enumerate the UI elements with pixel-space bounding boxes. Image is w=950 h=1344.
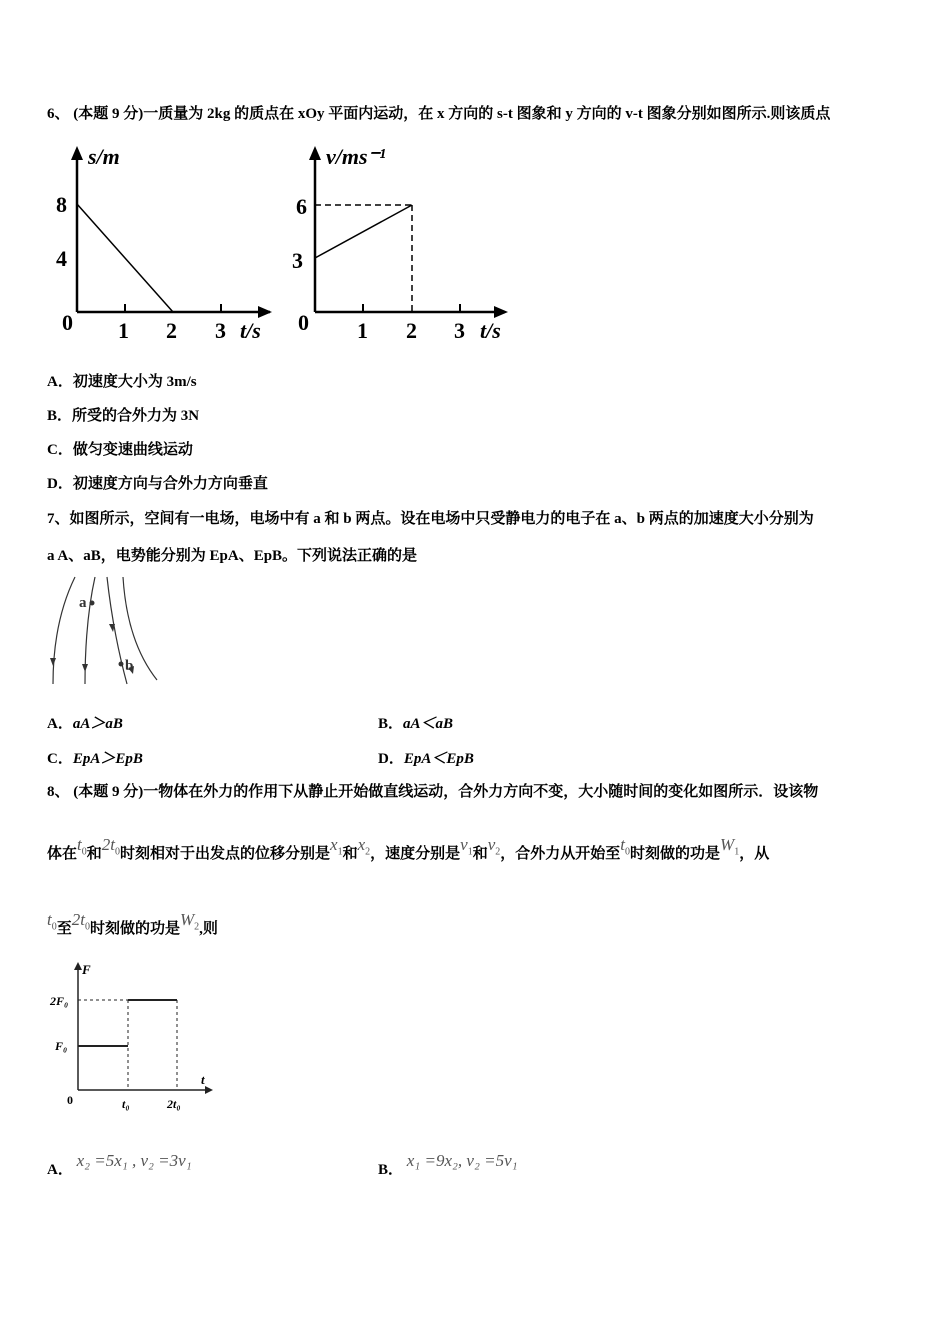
y-axis-label: F [82,962,91,977]
q8-force-time-graph [45,958,220,1118]
q7-option-b: B．aA＜aB [378,716,454,732]
y-axis-label: v/ms⁻¹ [326,144,386,169]
x-tick: 1 [118,318,129,343]
q6-option-b: B．所受的合外力为 3N [47,408,200,424]
point-a-label: a [79,595,87,611]
y-tick: 2F₀ [50,994,69,1008]
q7-electric-field-figure [45,572,165,692]
q7-option-a: A．aA＞aB [47,716,123,732]
y-tick: 4 [56,246,67,271]
y-tick: F₀ [55,1039,68,1053]
q8-option-a: A． x₂ =5x₁ , v₂ =3v₁ [47,1151,192,1178]
q6-v-t-graph [290,140,520,350]
x-tick: 1 [357,318,368,343]
q6-stem: 6、 (本题 9 分)一质量为 2kg 的质点在 xOy 平面内运动，在 x 方向的 s-t 图象和 y 方向的 v-t 图象分别如图所示.则该质点 [47,106,831,122]
x-axis-label: t/s [240,318,261,343]
q8-stem-line2: 体在$t_0$和$2t_0$时刻相对于出发点的位移分别是$x_1$和$x_2$，速度分别是$v_1$和$v_2$，合外力从开始至$t_0$时刻做的功是$W_1$，从 [47,835,770,862]
q8-stem-line1: 8、 (本题 9 分)一物体在外力的作用下从静止开始做直线运动，合外力方向不变，大小随时间的变化如图所示．设该物 [47,784,819,800]
q6-option-d: D．初速度方向与合外力方向垂直 [47,476,268,492]
q7-option-d: D．EpA＜EpB [378,751,474,767]
q6-option-a: A．初速度大小为 3m/s [47,374,197,390]
q6-s-t-graph [50,140,280,350]
x-tick: 2 [406,318,417,343]
y-tick: 0 [62,310,73,335]
q7-stem-line2: a A、aB，电势能分别为 EpA、EpB。下列说法正确的是 [47,548,418,564]
x-tick: 2t₀ [167,1097,181,1111]
q7-option-c: C．EpA＞EpB [47,751,143,767]
y-tick: 0 [67,1093,73,1107]
x-axis-label: t [201,1072,205,1087]
q6-option-c: C．做匀变速曲线运动 [47,442,193,458]
q7-stem-line1: 7、如图所示，空间有一电场，电场中有 a 和 b 两点。设在电场中只受静电力的电子在 a、b 两点的加速度大小分别为 [47,511,814,527]
q8-stem-line3: $t_0$至$2t_0$时刻做的功是$W_2$,则 [47,910,218,937]
x-axis-label: t/s [480,318,501,343]
y-tick: 8 [56,192,67,217]
y-tick: 6 [296,194,307,219]
y-axis-label: s/m [88,144,120,169]
y-tick: 3 [292,248,303,273]
x-tick: t₀ [122,1097,130,1111]
y-tick: 0 [298,310,309,335]
point-b-label: b [125,658,134,674]
q8-option-b: B． x₁ =9x₂, v₂ =5v₁ [378,1151,518,1178]
x-tick: 3 [454,318,465,343]
x-tick: 2 [166,318,177,343]
x-tick: 3 [215,318,226,343]
